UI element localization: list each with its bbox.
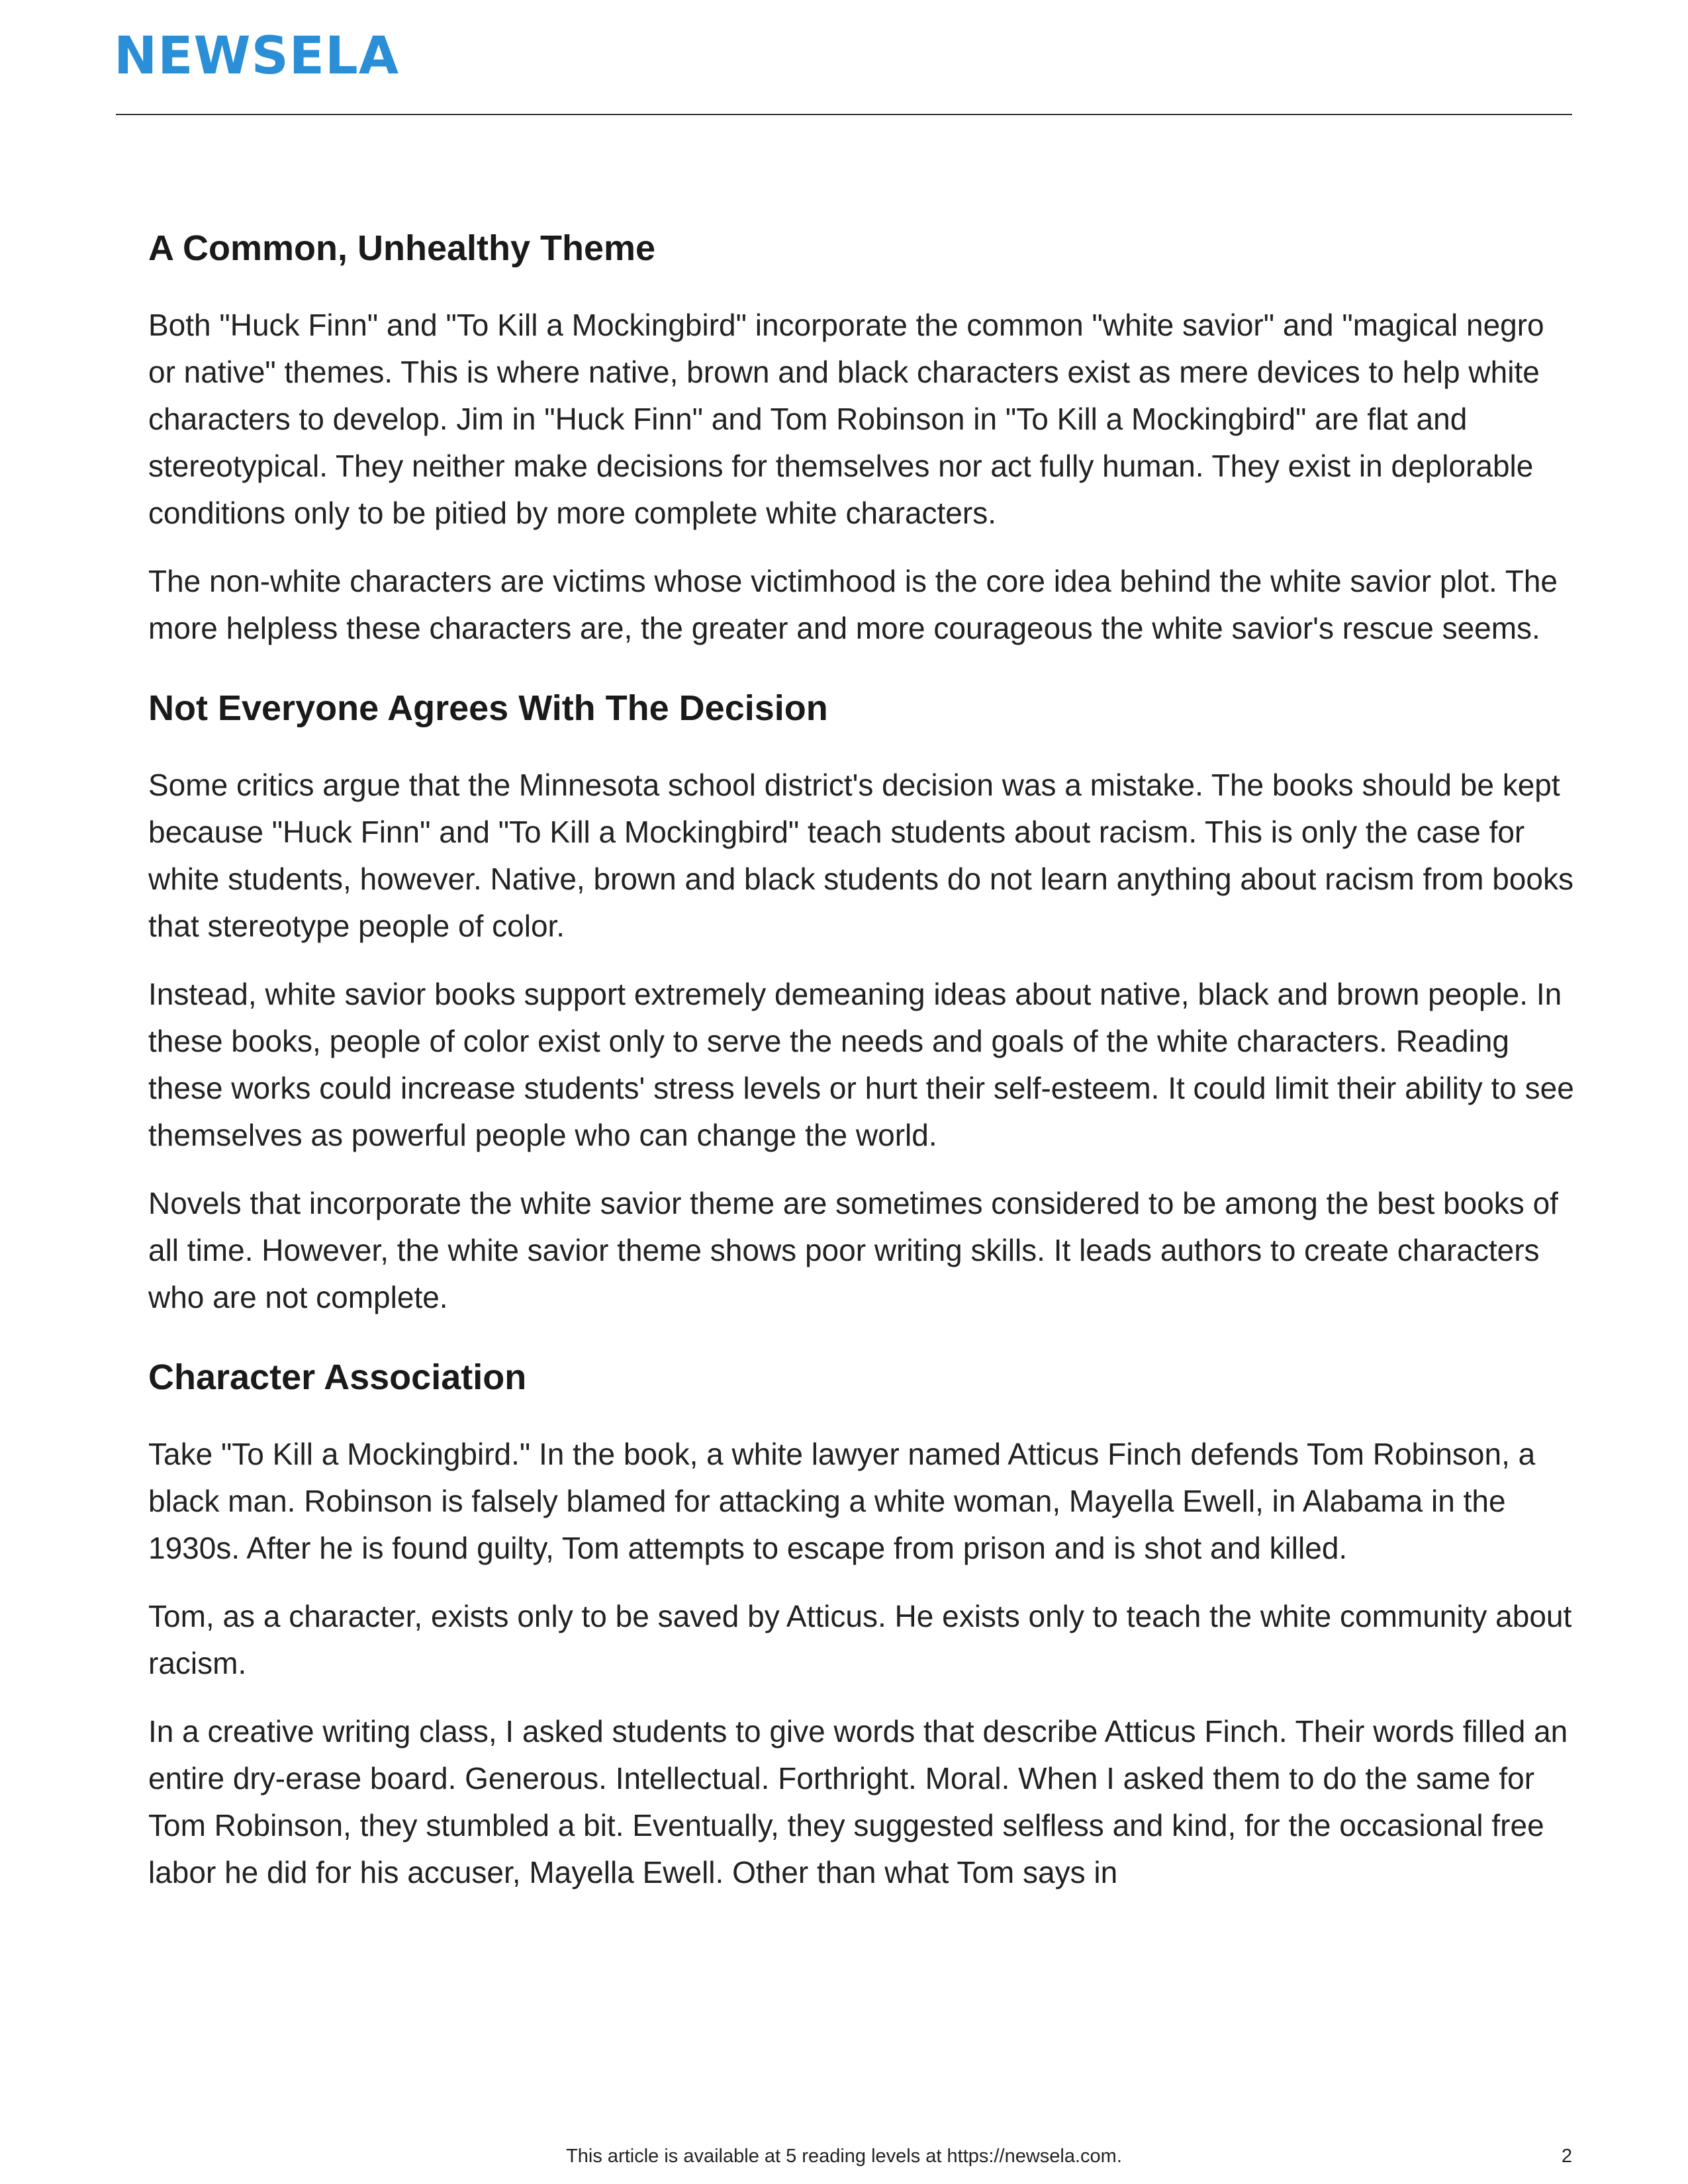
section-not-everyone-agrees [148,685,1578,1321]
paragraph: Novels that incorporate the white savior theme are sometimes considered to be among the best books of all time. However, the white savior theme shows poor writing skills. It leads authors to create characters who are not complete. [148,1186,1558,1314]
section-heading: A Common, Unhealthy Theme [148,228,656,268]
paragraph: Instead, white savior books support extremely demeaning ideas about native, black and brown people. In these books, people of color exist only to serve the needs and goals of the white characters. Reading these works could increase students' stress levels or hurt their self-esteem. It could limit their ability to see themselves as powerful people who can change the world. [148,977,1574,1152]
section-common-unhealthy-theme [148,225,1578,652]
paragraph: Take "To Kill a Mockingbird." In the book, a white lawyer named Atticus Finch defends Tom Robinson, a black man. Robinson is falsely blamed for attacking a white woman, Mayella Ewell, in Alabama in the 1930s. After he is found guilty, Tom attempts to escape from prison and is shot and killed. [148,1437,1536,1565]
section-character-association [148,1354,1578,1896]
page-number: 2 [1561,2146,1572,2167]
header-divider [116,114,1572,115]
footer-availability-note: This article is available at 5 reading levels at https://newsela.com. [566,2146,1122,2167]
paragraph: Tom, as a character, exists only to be saved by Atticus. He exists only to teach the white community about racism. [148,1599,1572,1680]
article-body [148,225,1578,1917]
paragraph: In a creative writing class, I asked students to give words that describe Atticus Finch. Their words filled an entire dry-erase board. Generous. Intellectual. Forthright. Moral. When I asked them to do the same for Tom Robinson, they stumbled a bit. Eventually, they suggested selfless and kind, for the occasional free labor he did for his accuser, Mayella Ewell. Other than what Tom says in [148,1714,1568,1889]
paragraph: Some critics argue that the Minnesota school district's decision was a mistake. The books should be kept because "Huck Finn" and "To Kill a Mockingbird" teach students about racism. This is only the case for white students, however. Native, brown and black students do not learn anything about racism from books that stereotype people of color. [148,768,1573,943]
paragraph: The non-white characters are victims whose victimhood is the core idea behind the white savior plot. The more helpless these characters are, the greater and more courageous the white savior's rescue seems. [148,564,1558,645]
newsela-logo: NEWSELA [114,26,400,86]
section-heading: Character Association [148,1357,527,1397]
paragraph: Both "Huck Finn" and "To Kill a Mockingbird" incorporate the common "white savior" and "magical negro or native" themes. This is where native, brown and black characters exist as mere devices to help white characters to develop. Jim in "Huck Finn" and Tom Robinson in "To Kill a Mockingbird" are flat and stereotypical. They neither make decisions for themselves nor act fully human. They exist in deplorable conditions only to be pitied by more complete white characters. [148,308,1544,530]
section-heading: Not Everyone Agrees With The Decision [148,688,828,728]
